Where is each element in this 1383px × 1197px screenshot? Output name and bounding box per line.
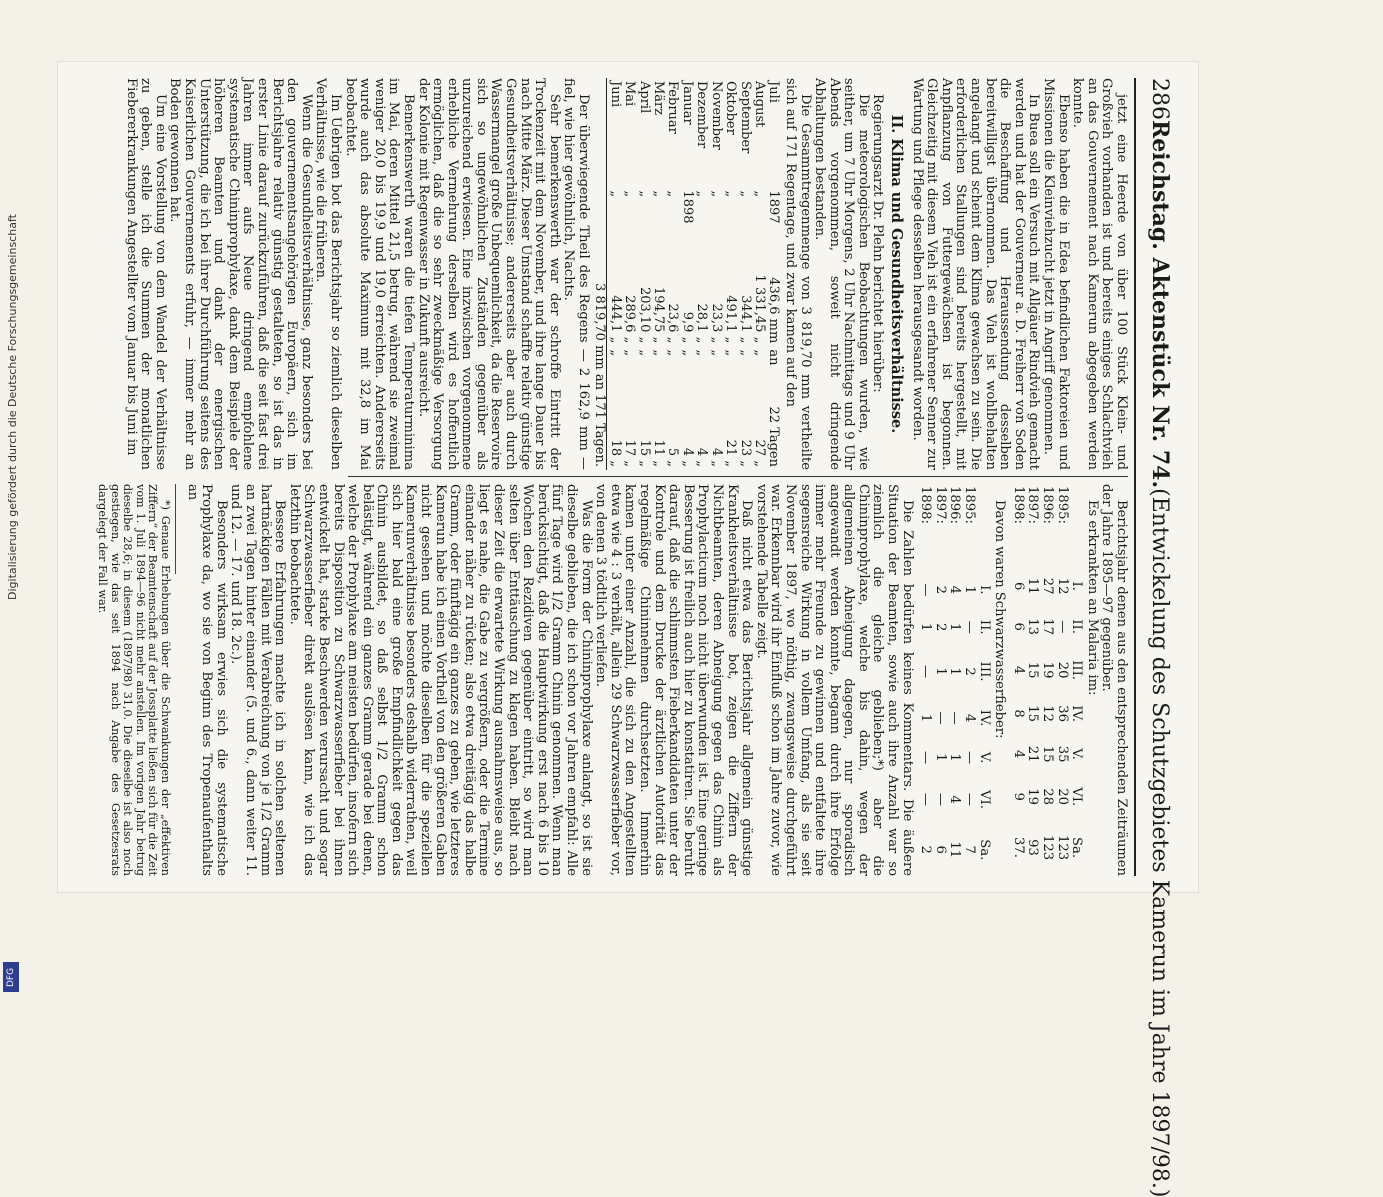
blackwater-cell: 1 xyxy=(947,667,963,676)
blackwater-header-cell: III. xyxy=(976,661,992,682)
blackwater-cell: 1897: xyxy=(932,486,948,525)
blackwater-cell: 4 xyxy=(947,585,963,594)
rainfall-month: März xyxy=(651,81,667,116)
left-bottom-paragraph: Sehr bemerkenswerth war der schroffe Eintritt der Trockenzeit mit dem November, und ihre lange Dauer bis nach Mitte März. Dieser Umstand schaffte relativ günstige Gesundheitsverhältnisse; andererseits aber auch durch Wassermangel große Unbequemlichkeit, da die Reservoire sich so ungewöhnlichen Zuständen gegenüber als unzureichend erwiesen. Eine inzwischen vorgenommene erhebliche Vermehrung derselben wird es hoffentlich ermöglichen, daß die so sehr zweckmäßige Versorgung der Kolonie mit Regenwasser in Zukunft ausreicht. xyxy=(415,78,562,470)
blackwater-cell: — xyxy=(932,711,948,725)
right-paragraph: Die Zahlen bedürfen keines Kommentars. Die äußere Situation der Beamten, sowie auch ihre Anzahl war so ziemlich die gleiche geblieben;*) aber die Chininprophylaxe, welche bis dahin, wegen der allgemeinen Abneigung dagegen, nur sporadisch angewandt werden konnte, begann durch ihre Erfolge immer mehr Freunde zu gewinnen und entfaltete ihre segensreiche Wirkung in vollem Umfang, als sie seit November 1897, wo nöthig, zwangsweise durchgeführt war. Erkennbar wird ihr Einfluß schon im Jahre zuvor, wie vorstehende Tabelle zeigt. xyxy=(753,484,915,876)
rainfall-days: 27 „ xyxy=(751,439,767,467)
rainfall-days: 11 „ xyxy=(651,439,667,467)
blackwater-cell: — xyxy=(947,711,963,725)
rainfall-mm: 491,1 „ xyxy=(723,295,739,344)
rainfall-mm: 344,1 „ xyxy=(737,295,753,344)
blackwater-cell: 1895: xyxy=(962,486,978,525)
malaria-row xyxy=(1054,484,1069,876)
rainfall-month: Juli xyxy=(766,81,782,103)
malaria-cell: 21 xyxy=(1025,745,1041,763)
malaria-cell: 12 xyxy=(1040,705,1056,722)
malaria-cell: 20 xyxy=(1054,661,1070,679)
malaria-cell: 19 xyxy=(1040,661,1056,679)
malaria-cell: 20 xyxy=(1054,788,1070,806)
malaria-cell: 19 xyxy=(1025,788,1041,806)
rainfall-month: Januar xyxy=(679,81,695,125)
rainfall-mm: 436,6 mm xyxy=(766,277,782,344)
blackwater-row xyxy=(961,484,976,876)
malaria-header-cell: IV. xyxy=(1069,705,1085,722)
malaria-cell: 35 xyxy=(1054,745,1070,763)
rainfall-total: 3 819,70 mm an 171 Tagen. xyxy=(592,78,607,470)
left-bottom-paragraph: Im Uebrigen bot das Berichtsjahr so ziemlich dieselben Verhältnisse, wie die früheren. xyxy=(313,78,343,470)
blackwater-cell: 2 xyxy=(962,667,978,676)
blackwater-cell: 6 xyxy=(932,845,948,854)
rainfall-sep: „ xyxy=(723,349,739,357)
rainfall-sep: „ xyxy=(636,349,652,357)
rainfall-row xyxy=(607,78,622,470)
left-mid-paragraph: Die meteorologischen Beobachtungen wurden, wie seither, um 7 Uhr Morgens, 2 Uhr Nachmittags und 9 Uhr Abends vorgenommen, soweit nicht dringende Abhaltungen bestanden. xyxy=(812,78,871,470)
rainfall-days: 18 „ xyxy=(607,439,623,467)
malaria-header-cell: V. xyxy=(1069,748,1085,760)
blackwater-row xyxy=(947,484,962,876)
blackwater-header-cell: V. xyxy=(976,751,992,764)
rainfall-sep: „ xyxy=(708,349,724,357)
page-number: 286 xyxy=(1147,78,1173,120)
blackwater-cell: — xyxy=(962,792,978,807)
footnote-rule xyxy=(175,484,176,574)
rainfall-year: „ xyxy=(694,190,710,198)
blackwater-cell: 2 xyxy=(932,585,948,594)
malaria-cell: 1897: xyxy=(1025,486,1041,525)
scanned-page xyxy=(58,62,1198,1197)
rainfall-days: 4 „ xyxy=(708,447,724,467)
rainfall-days: 23 „ xyxy=(737,439,753,467)
malaria-cell: 12 xyxy=(1054,577,1070,595)
blackwater-header-row xyxy=(976,484,991,876)
blackwater-cell: 4 xyxy=(947,795,963,804)
footnote: *) Genaue Erhebungen über die Schwankungen der „effektiven Ziffern“ der Beamtenschaft auf der Jossplatte ließen sich für die Zeit vom 1. Juli 1894—96 nicht mehr anstellen. Im vorigen Jahr betrug dieselbe 28,6; in diesem (1897/98) 31,0. Die dieselbe ist also noch gestiegen, wie das seit 1894 nach Angabe des Gesetzesrats dargelegt der Fall war. xyxy=(96,484,172,876)
rainfall-sep: „ xyxy=(679,349,695,357)
blackwater-row xyxy=(932,484,947,876)
left-bottom-paragraph: Der überwiegende Theil des Regens — 2 162,9 mm — fiel, wie hier gewöhnlich, Nachts. xyxy=(561,78,592,470)
left-top-paragraph: jetzt eine Heerde von über 100 Stück Klein- und Großvieh vorhanden ist und bereits einiges Schlachtvieh an das Gouvernement nach Kamerun abgegeben werden konnte. xyxy=(1070,78,1129,470)
malaria-row xyxy=(1010,484,1025,876)
rainfall-year: „ xyxy=(708,190,724,198)
rainfall-mm: 28,1 „ xyxy=(694,303,710,344)
blackwater-header-cell: II. xyxy=(976,619,992,635)
malaria-cell: 123 xyxy=(1040,834,1056,861)
rainfall-mm: 289,6 „ xyxy=(622,295,638,344)
malaria-header-cell: II. xyxy=(1069,619,1085,634)
rainfall-days: 5 „ xyxy=(665,447,681,467)
malaria-row xyxy=(1025,484,1040,876)
malaria-intro: Berichtsjahr denen aus den entsprechenden Zeiträumen der Jahre 1895—97 gegenüber. xyxy=(1099,484,1129,876)
rainfall-sep: „ xyxy=(737,349,753,357)
rainfall-sep: „ xyxy=(651,349,667,357)
rainfall-mm: 23,6 „ xyxy=(665,303,681,344)
rainfall-year: 1898 xyxy=(679,190,695,224)
rainfall-year: „ xyxy=(737,190,753,198)
malaria-cell: 15 xyxy=(1040,745,1056,763)
rainfall-sep: „ xyxy=(607,349,623,357)
section-heading: II. Klima und Gesundheitsverhältnisse. xyxy=(888,114,906,434)
rainfall-month: Februar xyxy=(665,81,681,134)
right-column xyxy=(95,484,1128,876)
malaria-cell: 123 xyxy=(1054,834,1070,861)
malaria-row xyxy=(1039,484,1054,876)
rainfall-month: November xyxy=(708,81,724,150)
malaria-header-cell xyxy=(1069,484,1084,566)
blackwater-header-cell: VI. xyxy=(976,790,992,809)
left-mid-paragraph: Die Gesammtregenmenge von 3 819,70 mm vertheilte sich auf 171 Regentage, und zwar kamen auf den xyxy=(782,78,813,470)
right-paragraphs xyxy=(184,484,914,876)
rainfall-sep: „ xyxy=(665,349,681,357)
blackwater-cell: 1 xyxy=(918,713,934,723)
rainfall-year: „ xyxy=(751,190,767,198)
rainfall-row xyxy=(766,78,780,470)
dfg-logo: DFG xyxy=(3,962,19,992)
blackwater-cell: — xyxy=(962,750,978,765)
left-top-paragraph: In Buea soll ein Versuch mit Allgäuer Rindvieh gemacht werden und hat der Gouverneur a. D. Freiherr von Soden die Beschaffung und Heraussendung desselben bereitwilligst übernommen. Das Vieh ist wohlbehalten angelangt und scheint dem Klima gewachsen zu sein. Die erforderlichen Stallungen sind bereits hergestellt, mit Anpflanzung von Futtergewächsen ist begonnen. Gleichzeitig mit diesem Vieh ist ein erfahrener Senner zur Wartung und Pflege desselben herausgesandt worden. xyxy=(909,78,1042,470)
malaria-cell: 1895: xyxy=(1054,486,1070,525)
left-mid-paragraph: Regierungsarzt Dr. Plehn berichtet hierüber: xyxy=(870,94,886,393)
rainfall-row xyxy=(651,78,665,470)
rainfall-year: „ xyxy=(651,190,667,198)
rainfall-sep: „ xyxy=(622,349,638,357)
rainfall-days: 4 „ xyxy=(694,447,710,467)
rainfall-days: 4 „ xyxy=(679,447,695,467)
rainfall-row xyxy=(737,78,751,470)
left-bottom-paragraph: Bemerkenswerth waren die tiefen Temperaturminima im Mai, deren Mittel 21,5 betrug, während sie zweimal weniger 20,0 bis 19,9 und 19,0 erreichten. Andererseits wurde auch das absolute Maximum mit 32,8 im Mai beobachtet. xyxy=(342,78,416,470)
blackwater-cell: 2 xyxy=(918,845,934,854)
rainfall-year: 1897 xyxy=(766,190,782,224)
column-separator xyxy=(348,476,1128,477)
rainfall-year: „ xyxy=(607,190,623,198)
rainfall-year: „ xyxy=(622,190,638,198)
blackwater-cell: 1 xyxy=(932,753,948,762)
malaria-header-cell: Sa. xyxy=(1069,836,1085,859)
rainfall-month: September xyxy=(737,81,753,154)
malaria-cell: 9 xyxy=(1010,792,1026,801)
malaria-cell: 15 xyxy=(1025,705,1041,722)
blackwater-cell: 1 xyxy=(918,623,934,632)
malaria-cell: 27 xyxy=(1040,577,1056,595)
rainfall-month: Oktober xyxy=(723,81,739,135)
blackwater-cell: — xyxy=(918,583,934,597)
malaria-cell: 17 xyxy=(1040,618,1056,636)
malaria-table xyxy=(1010,484,1083,876)
blackwater-header-cell: IV. xyxy=(976,709,992,727)
rainfall-year: „ xyxy=(723,190,739,198)
left-top-paragraph: Ebenso haben die in Edea befindlichen Faktoreien und Missionen die Kleinviehzucht jetzt in Angriff genommen. xyxy=(1041,78,1071,470)
rainfall-row xyxy=(752,78,766,470)
blackwater-cell: — xyxy=(962,620,978,634)
malaria-cell: 93 xyxy=(1025,839,1041,856)
blackwater-table xyxy=(918,484,991,876)
rainfall-sep: „ xyxy=(751,349,767,357)
blackwater-cell: — xyxy=(918,750,934,765)
digitization-credit: Digitalisierung gefördert durch die Deutsche Forschungsgemeinschaft xyxy=(6,214,19,600)
malaria-header-cell: I. xyxy=(1069,581,1085,591)
malaria-cell: — xyxy=(1054,620,1070,634)
malaria-cell: 1898: xyxy=(1010,486,1026,525)
left-paragraphs-top xyxy=(909,78,1128,470)
blackwater-cell: 4 xyxy=(962,713,978,723)
blackwater-label: Davon waren Schwarzwasserfieber: xyxy=(992,500,1008,739)
blackwater-header-cell xyxy=(976,484,991,572)
left-paragraphs-mid xyxy=(782,78,884,470)
blackwater-cell: 1 xyxy=(947,623,963,632)
page-subtitle: (Entwickelung des Schutzgebietes Kamerun im Jahre 1897/98.) xyxy=(1147,488,1173,1197)
rainfall-sep: „ xyxy=(694,349,710,357)
malaria-cell: 13 xyxy=(1025,618,1041,636)
left-paragraphs-bottom xyxy=(123,78,590,470)
malaria-cell: 28 xyxy=(1040,788,1056,806)
rainfall-row xyxy=(622,78,636,470)
malaria-cell: 8 xyxy=(1010,709,1026,718)
rainfall-mm: 9,9 „ xyxy=(679,311,695,344)
page-header xyxy=(1140,78,1180,1197)
blackwater-row xyxy=(918,484,933,876)
left-bottom-paragraph: Um eine Vorstellung von dem Wandel der Verhältnisse zu geben, stelle ich die Summen der monatlichen Fiebererkrankungen Angestellter vom Januar bis Juni im xyxy=(123,78,168,470)
page-title: Reichstag. Aktenstück Nr. 74. xyxy=(1147,120,1173,489)
blackwater-cell: 7 xyxy=(962,845,978,854)
malaria-label: Es erkrankten an Malaria im: xyxy=(1084,500,1100,696)
right-paragraph: Was die Form der Chininprophylaxe anlangt, so ist sie dieselbe geblieben, die ich schon vor Jahren empfahl: Alle fünf Tage wird 1/2 Gramm Chinin genommen. Wenn man berücksichtigt, daß die Hauptwirkung erst nach 6 bis 10 Wochen den Rezidiven gegenüber eintritt, so wird man selten über Enttäuschung zu klagen haben. Bleibt nach dieser Zeit die erwartete Wirkung ausnahmsweise aus, so liegt es nahe, die Gabe zu vergrößern, oder die Termine einander näher zu rücken; also etwa dreitägig das halbe Gramm, oder fünftägig ein ganzes zu geben, wie letzteres Kamerun habe ich einen Vortheil von den größeren Gaben nicht gesehen und möchte dieselben für die speziellen Kamerunverhältnisse besonders deshalb widerrathen, weil sich hier bald eine große Empfindlichkeit gegen das Chinin ausbildet, so daß selbst 1/2 Gramm schon belästigt, während ein ganzes Gramm gerade bei denen, welche der Prophylaxe am meisten bedürfen, insofern sich bereits Disposition zu Schwarzwasserfieber bei ihnen entwickelt hat, starke Beschwerden verursacht und sogar Schwarzwasserfieber direkt auslösen kann, wie ich das letzthin beobachtete. xyxy=(286,484,594,876)
rainfall-row xyxy=(694,78,708,470)
rainfall-mm: 444,1 „ xyxy=(607,295,623,344)
blackwater-cell: 1898: xyxy=(918,486,934,525)
rainfall-sep: an xyxy=(766,349,782,366)
malaria-header-cell: VI. xyxy=(1069,787,1085,807)
header-rule xyxy=(1134,78,1136,876)
blackwater-header-cell: I. xyxy=(976,585,992,595)
malaria-cell: 6 xyxy=(1010,581,1026,591)
blackwater-cell: 1 xyxy=(947,753,963,762)
malaria-cell: 4 xyxy=(1010,749,1026,759)
malaria-cell: 15 xyxy=(1025,661,1041,679)
right-paragraph: Bessere Erfahrungen machte ich in solchen seltenen hartnäckigen Fällen mit Verabreichung von je 1/2 Gramm an zwei Tagen hinter einander (5. und 6., dann weiter 11. und 12. — 17. und 18. 2c.). xyxy=(228,484,288,876)
right-paragraph: Besonders wirksam erwies sich die systematische Prophylaxe da, wo sie von Beginn des Tropenaufenthalts an xyxy=(184,484,229,876)
rainfall-total-row xyxy=(592,78,607,470)
malaria-cell: 4 xyxy=(1010,665,1026,675)
rainfall-row xyxy=(723,78,737,470)
rainfall-table xyxy=(592,78,780,470)
blackwater-cell: 1 xyxy=(962,585,978,594)
blackwater-cell: 2 xyxy=(932,623,948,632)
rainfall-mm: 203,10 „ xyxy=(636,286,652,344)
rainfall-mm: 1 331,45 „ xyxy=(751,274,767,344)
rainfall-row xyxy=(636,78,650,470)
blackwater-cell: 11 xyxy=(947,841,963,859)
blackwater-cell: 1 xyxy=(932,667,948,676)
rainfall-year: „ xyxy=(636,190,652,198)
left-bottom-paragraph: Wenn die Gesundheitsverhältnisse, ganz besonders bei den gouvernementsangehörigen Europäern, sich im Berichtsjahre relativ günstig gestalteten, so ist das in erster Linie darauf zurückzuführen, daß die seit fast drei Jahren immer aufs Neue dringend empfohlene systematische Chininprophylaxe, dank dem Beispiele der höheren Beamten und dank der energischen Unterstützung, die ich bei ihrer Durchführung seitens des Kaiserlichen Gouvernements erfuhr, — immer mehr an Boden gewonnen hat. xyxy=(167,78,314,470)
rainfall-days: 17 „ xyxy=(622,439,638,467)
rainfall-row xyxy=(708,78,722,470)
rainfall-row xyxy=(680,78,694,470)
rainfall-month: August xyxy=(751,81,767,128)
rainfall-mm: 23,3 „ xyxy=(708,303,724,344)
rainfall-month: Juni xyxy=(607,81,623,108)
rainfall-month: Mai xyxy=(622,81,638,107)
malaria-cell: 11 xyxy=(1025,577,1041,595)
rainfall-days: 21 „ xyxy=(723,439,739,467)
rainfall-month: April xyxy=(636,81,652,114)
left-column xyxy=(123,78,1128,470)
malaria-cell: 6 xyxy=(1010,622,1026,631)
malaria-cell: 36 xyxy=(1054,705,1070,722)
rainfall-year: „ xyxy=(665,190,681,198)
malaria-header-cell: III. xyxy=(1069,660,1085,681)
rainfall-days: 22 Tagen xyxy=(766,406,782,467)
blackwater-cell: — xyxy=(918,792,934,807)
blackwater-cell: 1896: xyxy=(947,486,963,525)
page-content-rotated xyxy=(58,62,1198,1197)
malaria-cell: 1896: xyxy=(1040,486,1056,525)
rainfall-days: 15 „ xyxy=(636,439,652,467)
rainfall-row xyxy=(665,78,679,470)
rainfall-mm: 194,75 „ xyxy=(651,286,667,344)
blackwater-cell: — xyxy=(918,665,934,679)
malaria-header-row xyxy=(1069,484,1084,876)
blackwater-header-cell: Sa. xyxy=(976,839,992,861)
malaria-cell: 37. xyxy=(1010,837,1026,859)
rainfall-month: Dezember xyxy=(694,81,710,149)
blackwater-cell: — xyxy=(932,792,948,807)
right-paragraph: Daß nicht etwa das Berichtsjahr allgemein günstige Krankheitsverhältnisse bot, zeigen die Ziffern der Nichtbeamten, deren Abneigung gegen das Chinin als Prophylacticum noch nicht überwunden ist. Eine geringe Besserung ist freilich auch hier zu konstatiren. Sie beruht darauf, daß die schlimmsten Fieberkandidaten unter der Kontrole und dem Drucke der ärztlichen Autorität das regelmäßige Chininnehmen durchsetzten. Immerhin kamen unter einer Anzahl, die sich zu den Angestellten etwa wie 4 : 3 verhält, allein 29 Schwarzwasserfieber vor, von denen 3 tödtlich verliefen. xyxy=(593,484,755,876)
